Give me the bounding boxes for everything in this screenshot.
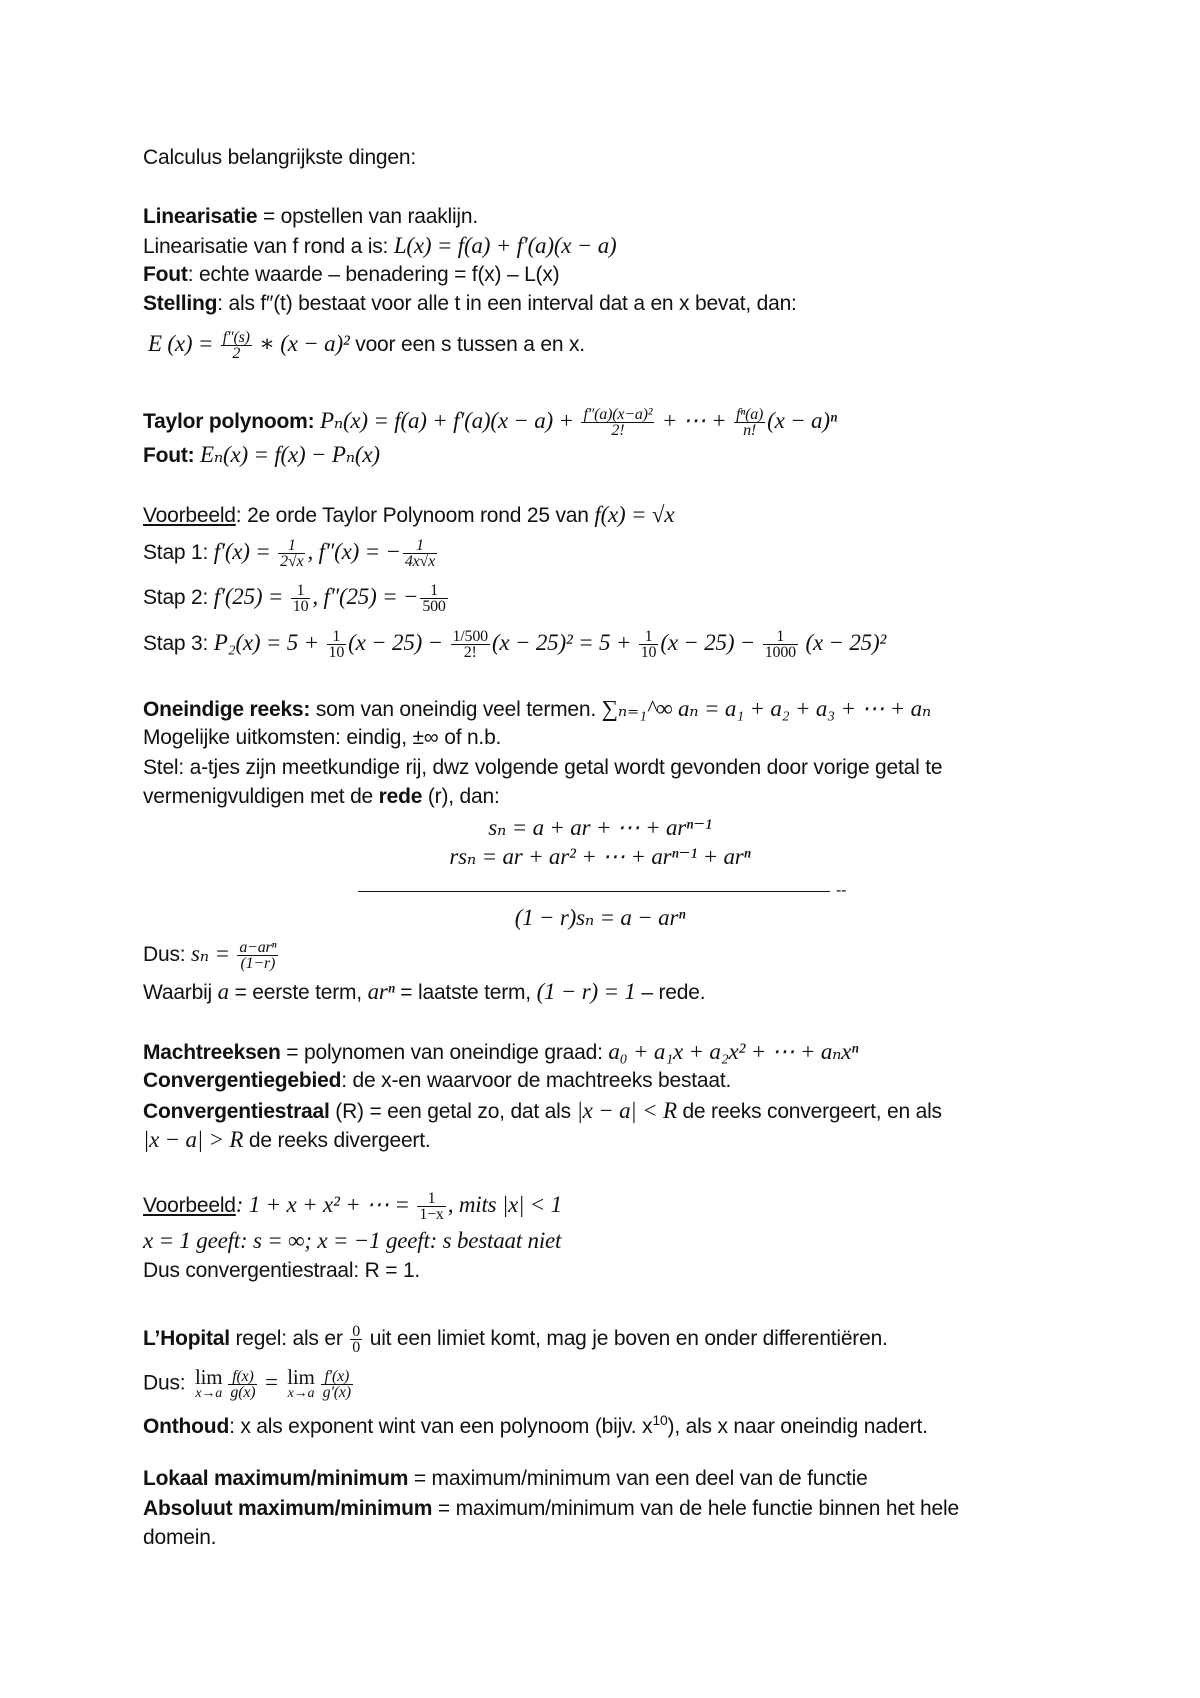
waarbij-v2: arⁿ — [367, 979, 395, 1004]
stelling-line — [143, 291, 797, 317]
convergentiestraal-term: Convergentiestraal — [143, 1100, 330, 1123]
convergentiestraal-text-b: de reeks convergeert, en als — [676, 1100, 942, 1123]
stel-line-1: Stel: a-tjes zijn meetkundige rij, dwz volgende getal wordt gevonden door vorige getal te — [143, 756, 943, 779]
stap2-formula-a: f′(25) = — [213, 584, 289, 610]
machtreeks-line — [143, 1039, 858, 1066]
voorbeeld2-line — [143, 1191, 562, 1222]
absoluut-text: = maximum/minimum van de hele functie binnen het hele — [432, 1497, 959, 1520]
document-title: Calculus belangrijkste dingen: — [143, 146, 416, 169]
voorbeeld1-line — [143, 502, 674, 529]
lokaal-text: = maximum/minimum van een deel van de functie — [408, 1467, 868, 1490]
error-lhs: E (x) = — [148, 331, 219, 357]
stel-line2-a: vermenigvuldigen met de — [143, 785, 379, 808]
linearisatie-term: Linearisatie — [143, 205, 258, 228]
stap3-fraction-1: $\frac{1}{10}$ — [328, 628, 345, 661]
convergentiegebied-term: Convergentiegebied — [143, 1069, 342, 1092]
hopital-dus-line — [143, 1367, 355, 1401]
absoluut-line-2: domein. — [143, 1526, 217, 1549]
reeks-term: Oneindige reeks: — [143, 698, 311, 721]
fout-text: : echte waarde – benadering = f(x) – L(x) — [187, 263, 560, 286]
stap2-line — [143, 583, 450, 614]
error-fraction: $\frac{f''(s)}{2}$ — [222, 329, 250, 362]
voorbeeld2-line-3: Dus convergentiestraal: R = 1. — [143, 1259, 421, 1282]
waarbij-v1: a — [217, 979, 229, 1004]
reeks-text: som van oneindig veel termen. — [310, 698, 602, 721]
waarbij-c: = laatste term, — [394, 981, 537, 1004]
hopital-text-b: uit een limiet komt, mag je boven en onder differentiëren. — [364, 1327, 888, 1351]
lokaal-term: Lokaal maximum/minimum — [143, 1467, 409, 1490]
rede-term: rede — [378, 785, 423, 808]
stelling-text: : als f″(t) bestaat voor alle t in een interval dat a en x bevat, dan: — [217, 292, 797, 315]
stelling-term: Stelling — [143, 292, 218, 315]
taylor-formula-start: Pₙ(x) = f(a) + f′(a)(x − a) + — [314, 408, 580, 434]
linearisatie-def: = opstellen van raaklijn. — [257, 205, 479, 228]
stap3-fraction-3: $\frac{1}{10}$ — [640, 628, 657, 661]
stap3-formula-e: (x − 25)² — [799, 630, 887, 656]
onthoud-text-a: : x als exponent wint van een polynoom (bijv. x — [229, 1415, 653, 1438]
lim-1: lim x→a — [195, 1365, 223, 1401]
mogelijk-text: : eindig, ±∞ of n.b. — [335, 726, 502, 749]
lokaal-line — [143, 1466, 868, 1492]
taylor-fout-formula: Eₙ(x) = f(x) − Pₙ(x) — [194, 442, 380, 467]
convergentiestraal-line — [143, 1098, 942, 1125]
convergentiestraal-text-c: de reeks divergeert. — [243, 1129, 431, 1152]
hopital-dus-label: Dus: — [143, 1371, 192, 1395]
dus-lhs: sₙ = — [191, 941, 236, 967]
subtraction-rule — [358, 891, 830, 892]
linearisatie-definition — [143, 204, 478, 230]
onthoud-text-b: ), als x naar oneindig nadert. — [667, 1415, 928, 1438]
geometric-eq-2: rsₙ = ar + ar² + ⋯ + arⁿ⁻¹ + arⁿ — [449, 844, 751, 869]
geometric-eq-3: (1 − r)sₙ = a − arⁿ — [514, 905, 686, 930]
hopital-fraction: $\frac{0}{0}$ — [352, 1323, 361, 1356]
voorbeeld2-label: Voorbeeld — [143, 1194, 236, 1218]
onthoud-sup: 10 — [652, 1412, 668, 1428]
stap3-formula-b: (x − 25) − — [348, 630, 449, 656]
reeks-formula: ∑ₙ₌₁^∞ aₙ = a₁ + a₂ + a₃ + ⋯ + aₙ — [601, 696, 932, 721]
error-formula-line — [148, 330, 585, 361]
onthoud-line — [143, 1407, 928, 1440]
waarbij-v3: (1 − r) = 1 — [536, 979, 636, 1004]
linearisatie-formula: L(x) = f(a) + f′(a)(x − a) — [393, 233, 617, 258]
convergentiestraal-formula-1: |x − a| < R — [576, 1098, 677, 1123]
voorbeeld1-text: : 2e orde Taylor Polynoom rond 25 van — [235, 504, 595, 527]
dus-fraction: $\frac{\text{a−arⁿ}}{(1-r)}$ — [239, 939, 277, 972]
error-rhs: ∗ (x − a)² — [253, 331, 350, 357]
taylor-formula-end: (x − a)ⁿ — [767, 408, 837, 434]
stel-line2-b: (r), dan: — [422, 785, 500, 808]
hopital-fraction-1: $\frac{f(x)}{g(x)}$ — [230, 1367, 256, 1401]
hopital-term: L’Hopital — [143, 1327, 230, 1351]
convergentiestraal-formula-2: |x − a| > R — [143, 1127, 244, 1152]
convergentiestraal-line-2 — [143, 1127, 430, 1154]
stap3-formula-d: (x − 25) − — [660, 630, 761, 656]
geometric-eq-1: sₙ = a + ar + ⋯ + arⁿ⁻¹ — [488, 815, 712, 840]
hopital-line — [143, 1324, 888, 1355]
taylor-line — [143, 407, 837, 438]
stap3-label: Stap 3: — [143, 632, 214, 656]
taylor-fraction-2: $\frac{\text{fⁿ(a)}}{n!}$ — [736, 406, 764, 439]
taylor-mid: + ⋯ + — [656, 408, 733, 434]
waarbij-a: Waarbij — [143, 981, 218, 1004]
stap1-line — [143, 538, 439, 569]
dus-label: Dus: — [143, 943, 192, 967]
waarbij-line — [143, 979, 705, 1006]
voorbeeld2-line-2: x = 1 geeft: s = ∞; x = −1 geeft: s bestaat niet — [143, 1228, 562, 1253]
taylor-fout-term: Fout: — [143, 444, 195, 467]
stap2-label: Stap 2: — [143, 586, 214, 610]
stap1-formula-b: , f″(x) = − — [307, 539, 401, 565]
stap3-formula-c: (x − 25)² = 5 + — [491, 630, 637, 656]
taylor-fraction-1: $\frac{\text{f″(a)(x−a)²}}{2!}$ — [583, 406, 653, 439]
convergentiegebied-text: : de x-en waarvoor de machtreeks bestaat. — [341, 1069, 732, 1092]
stap1-formula-a: f′(x) = — [213, 539, 277, 565]
hopital-fraction-2: $\frac{f'(x)}{g'(x)}$ — [322, 1367, 351, 1401]
reeks-line — [143, 696, 931, 723]
taylor-fout-line — [143, 442, 380, 469]
machtreeks-text: = polynomen van oneindige graad: — [280, 1041, 609, 1064]
hopital-eq: = — [259, 1369, 284, 1395]
stap2-formula-b: , f″(25) = − — [312, 584, 419, 610]
machtreeks-formula: a₀ + a₁x + a₂x² + ⋯ + aₙxⁿ — [608, 1039, 859, 1064]
fout-term: Fout — [143, 263, 188, 286]
stap3-formula-a: P₂(x) = 5 + — [213, 630, 325, 656]
linearisatie-fout-line — [143, 262, 559, 288]
voorbeeld1-func: f(x) = √x — [594, 502, 675, 527]
stap1-label: Stap 1: — [143, 541, 214, 565]
stap3-fraction-4: $\frac{1}{1000}$ — [764, 628, 796, 661]
stel-line-2 — [143, 784, 500, 810]
linearisatie-line2-text: Linearisatie van f rond a is: — [143, 235, 394, 258]
dus-line — [143, 940, 280, 971]
absoluut-line — [143, 1496, 959, 1522]
waarbij-b: = eerste term, — [228, 981, 368, 1004]
voorbeeld1-label: Voorbeeld — [143, 504, 236, 527]
onthoud-term: Onthoud — [143, 1415, 230, 1438]
minus-mark: -- — [836, 882, 847, 899]
absoluut-term: Absoluut maximum/minimum — [143, 1497, 433, 1520]
voorbeeld2-fraction: $\frac{1}{1-x}$ — [419, 1190, 444, 1223]
convergentiegebied-line — [143, 1068, 731, 1094]
waarbij-d: – rede. — [635, 981, 706, 1004]
error-tail: voor een s tussen a en x. — [349, 333, 585, 357]
stap2-fraction-1: $\frac{1}{10}$ — [292, 582, 309, 615]
stap3-line — [143, 629, 886, 660]
voorbeeld2-formula-a: : 1 + x + x² + ⋯ = — [235, 1192, 416, 1218]
mogelijk-line — [143, 725, 501, 751]
stap1-fraction-1: $\frac{1}{2√x}$ — [280, 537, 304, 570]
convergentiestraal-text-a: (R) = een getal zo, dat als — [329, 1100, 577, 1123]
stap2-fraction-2: $\frac{1}{500}$ — [422, 582, 446, 615]
stap1-fraction-2: $\frac{1}{4x√x}$ — [404, 537, 435, 570]
voorbeeld2-formula-b: , mits |x| < 1 — [447, 1192, 562, 1218]
mogelijk-term: Mogelijke uitkomsten — [143, 726, 336, 749]
machtreeks-term: Machtreeksen — [143, 1041, 281, 1064]
taylor-term: Taylor polynoom: — [143, 410, 315, 434]
lim-2: lim x→a — [287, 1365, 315, 1401]
stap3-fraction-2: $\frac{1/500}{2!}$ — [452, 628, 488, 661]
hopital-text-a: regel: als er — [229, 1327, 349, 1351]
linearisatie-formula-line — [143, 233, 616, 260]
